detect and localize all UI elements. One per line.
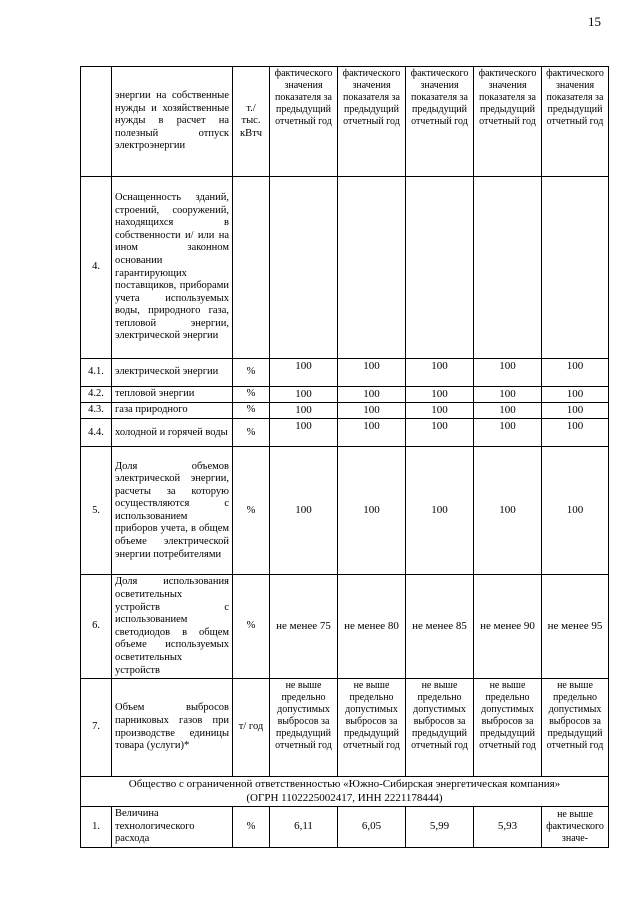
value-cell: 100 (474, 403, 542, 419)
value-cell: не выше предельно допустимых выбросов за предыдущий отчетный год (338, 679, 406, 777)
value-cell: 100 (338, 403, 406, 419)
indicator-name: тепловой энергии (112, 387, 233, 403)
table-row (81, 359, 609, 387)
indicator-name: Величина технологического расхода (112, 807, 233, 848)
indicator-name: газа природного (112, 403, 233, 419)
organization-header-row (81, 777, 609, 807)
table-row (81, 679, 609, 777)
unit-cell (233, 177, 270, 359)
indicator-name: Оснащенность зданий, строений, сооружений, находящихся в собственности и/ или на ином законном основании гарантирующих поставщиков, приборами учета используемых воды, природного газа, тепловой энергии, электрической энергии (112, 177, 233, 359)
value-cell: не выше предельно допустимых выбросов за предыдущий отчетный год (406, 679, 474, 777)
organization-header (81, 777, 609, 807)
value-cell: фактического значения показателя за предыдущий отчетный год (542, 67, 609, 177)
indicators-table (80, 66, 609, 848)
unit-cell: % (233, 419, 270, 447)
value-cell: не выше предельно допустимых выбросов за предыдущий отчетный год (474, 679, 542, 777)
organization-registration: (ОГРН 1102225002417, ИНН 2221178444) (246, 791, 443, 804)
value-cell: 5,93 (474, 807, 542, 848)
row-number: 7. (81, 679, 112, 777)
table-row (81, 177, 609, 359)
row-number: 4. (81, 177, 112, 359)
row-number: 4.4. (81, 419, 112, 447)
value-cell: 100 (542, 419, 609, 447)
value-cell: 100 (338, 447, 406, 575)
table-row (81, 403, 609, 419)
indicator-name: Объем выбросов парниковых газов при производстве единицы товара (услуги)* (112, 679, 233, 777)
value-cell: не менее 95 (542, 575, 609, 679)
value-cell: 100 (406, 419, 474, 447)
row-number: 4.1. (81, 359, 112, 387)
value-cell: фактического значения показателя за предыдущий отчетный год (474, 67, 542, 177)
value-cell: не выше предельно допустимых выбросов за предыдущий отчетный год (542, 679, 609, 777)
value-cell: 100 (338, 419, 406, 447)
value-cell: 100 (406, 403, 474, 419)
indicator-name: Доля объемов электрической энергии, расчеты за которую осуществляются с использованием приборов учета, в общем объеме электрической энергии потребителями (112, 447, 233, 575)
value-cell: 100 (270, 403, 338, 419)
value-cell: 100 (474, 419, 542, 447)
table-row (81, 807, 609, 848)
value-cell: 100 (542, 447, 609, 575)
value-cell: 100 (542, 403, 609, 419)
value-cell: 100 (270, 387, 338, 403)
value-cell (406, 177, 474, 359)
table-row (81, 419, 609, 447)
value-cell: не менее 80 (338, 575, 406, 679)
value-cell: 100 (338, 387, 406, 403)
value-cell: не выше фактического значе- (542, 807, 609, 848)
value-cell: не менее 90 (474, 575, 542, 679)
value-cell (474, 177, 542, 359)
value-cell: 100 (542, 387, 609, 403)
unit-cell: % (233, 575, 270, 679)
unit-cell: % (233, 447, 270, 575)
table-row (81, 575, 609, 679)
indicator-name: энергии на собственные нужды и хозяйственные нужды в расчет на полезный отпуск электроэнергии (112, 67, 233, 177)
row-number: 5. (81, 447, 112, 575)
value-cell (270, 177, 338, 359)
indicator-name: Доля использования осветительных устройств с использованием светодиодов в общем объеме используемых осветительных устройств (112, 575, 233, 679)
value-cell: 100 (270, 359, 338, 387)
row-number (81, 67, 112, 177)
value-cell: 100 (270, 447, 338, 575)
row-number: 1. (81, 807, 112, 848)
indicator-name: холодной и горячей воды (112, 419, 233, 447)
value-cell: фактического значения показателя за предыдущий отчетный год (338, 67, 406, 177)
value-cell: не менее 75 (270, 575, 338, 679)
organization-name: Общество с ограниченной ответственностью «Южно-Сибирская энергетическая компания» (128, 778, 561, 791)
value-cell: 100 (406, 359, 474, 387)
value-cell: 6,11 (270, 807, 338, 848)
indicator-name: электрической энергии (112, 359, 233, 387)
unit-cell: т./ тыс. кВтч (233, 67, 270, 177)
unit-cell: % (233, 387, 270, 403)
value-cell: 100 (406, 387, 474, 403)
value-cell: 5,99 (406, 807, 474, 848)
value-cell: 100 (474, 447, 542, 575)
value-cell: 100 (406, 447, 474, 575)
table-row (81, 67, 609, 177)
value-cell: фактического значения показателя за предыдущий отчетный год (406, 67, 474, 177)
value-cell: 100 (474, 359, 542, 387)
value-cell: 100 (542, 359, 609, 387)
value-cell: не менее 85 (406, 575, 474, 679)
unit-cell: % (233, 359, 270, 387)
table-row (81, 447, 609, 575)
unit-cell: % (233, 403, 270, 419)
row-number: 6. (81, 575, 112, 679)
value-cell: 100 (474, 387, 542, 403)
row-number: 4.2. (81, 387, 112, 403)
value-cell: 100 (338, 359, 406, 387)
page-number: 15 (588, 14, 601, 29)
unit-cell: % (233, 807, 270, 848)
value-cell: фактического значения показателя за предыдущий отчетный год (270, 67, 338, 177)
table-row (81, 387, 609, 403)
value-cell: не выше предельно допустимых выбросов за предыдущий отчетный год (270, 679, 338, 777)
value-cell: 100 (270, 419, 338, 447)
value-cell: 6,05 (338, 807, 406, 848)
value-cell (338, 177, 406, 359)
value-cell (542, 177, 609, 359)
row-number: 4.3. (81, 403, 112, 419)
unit-cell: т/ год (233, 679, 270, 777)
